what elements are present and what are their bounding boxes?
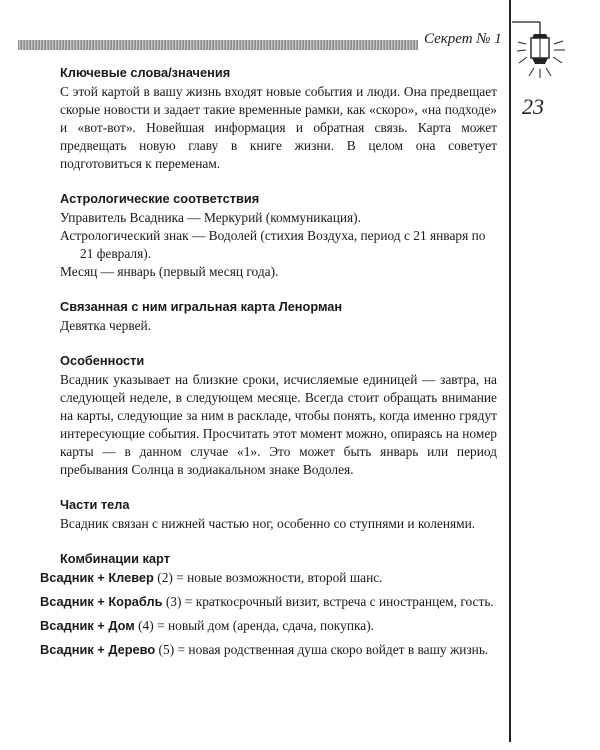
body-parts-heading: Части тела <box>60 497 130 512</box>
combo-number: (5) <box>158 642 175 657</box>
section-playing-card <box>60 298 497 335</box>
combo-meaning: = краткосрочный визит, встреча с иностранцем, гость. <box>184 594 494 609</box>
features-heading: Особенности <box>60 353 145 368</box>
keywords-text: С этой картой в вашу жизнь входят новые события и люди. Она предвещает скорые новости и задает такие временные рамки, как «скоро», «на подходе» и «вот-вот». Новейшая информация и обратная связь. Карта может предвещать новую главу в книге жизни. В целом она советует подготовиться к переменам. <box>60 84 497 171</box>
combo-cards: Всадник + Корабль <box>40 594 163 609</box>
combo-meaning: = новый дом (аренда, сдача, покупка). <box>157 618 375 633</box>
combo-number: (2) <box>157 570 173 585</box>
combinations-heading: Комбинации карт <box>60 551 170 566</box>
astro-line: Управитель Всадника — Меркурий (коммуникация). <box>60 210 361 225</box>
page-body <box>40 64 497 676</box>
combination-item <box>40 641 500 659</box>
section-keywords <box>60 64 497 173</box>
astro-line: Астрологический знак — Водолей (стихия Воздуха, период с 21 января по 21 февраля). <box>60 228 486 261</box>
section-features <box>60 352 497 479</box>
combo-meaning: = новые возможности, второй шанс. <box>176 570 383 585</box>
section-combinations <box>40 550 497 659</box>
combination-item <box>40 569 500 587</box>
combo-cards: Всадник + Дерево <box>40 642 156 657</box>
header-rule <box>18 40 418 50</box>
combo-cards: Всадник + Дом <box>40 618 135 633</box>
features-text: Всадник указывает на близкие сроки, исчисляемые единицей — завтра, на следующей неделе, в следующем месяце. Всегда стоит обращать внимание на карты, следующие за ним в раскладе, чтобы понять, когда именно грядут интересующие события. Просчитать этот момент можно, опираясь на номер карты — в данном случае «1». Это может быть январь или период пребывания Солнца в зодиакальном знаке Водолея. <box>60 372 497 477</box>
combinations-list <box>40 569 500 659</box>
playing-card-text: Девятка червей. <box>60 318 152 333</box>
lantern-icon <box>512 14 570 84</box>
section-astro <box>60 190 497 281</box>
section-body-parts <box>60 496 497 533</box>
astro-line: Месяц — январь (первый месяц года). <box>60 264 279 279</box>
combo-number: (3) <box>165 594 182 609</box>
combination-item <box>40 617 500 635</box>
playing-card-heading: Связанная с ним игральная карта Ленорман <box>60 299 343 314</box>
combo-cards: Всадник + Клевер <box>40 570 154 585</box>
astro-heading: Астрологические соответствия <box>60 191 260 206</box>
running-title: Секрет № 1 <box>424 31 502 47</box>
page-number: 23 <box>522 94 544 119</box>
combination-item <box>40 593 500 611</box>
combo-meaning: = новая родственная душа скоро войдет в вашу жизнь. <box>177 642 489 657</box>
body-parts-text: Всадник связан с нижней частью ног, особенно со ступнями и коленями. <box>60 516 476 531</box>
keywords-heading: Ключевые слова/значения <box>60 65 231 80</box>
combo-number: (4) <box>138 618 154 633</box>
edge-line <box>509 0 511 742</box>
